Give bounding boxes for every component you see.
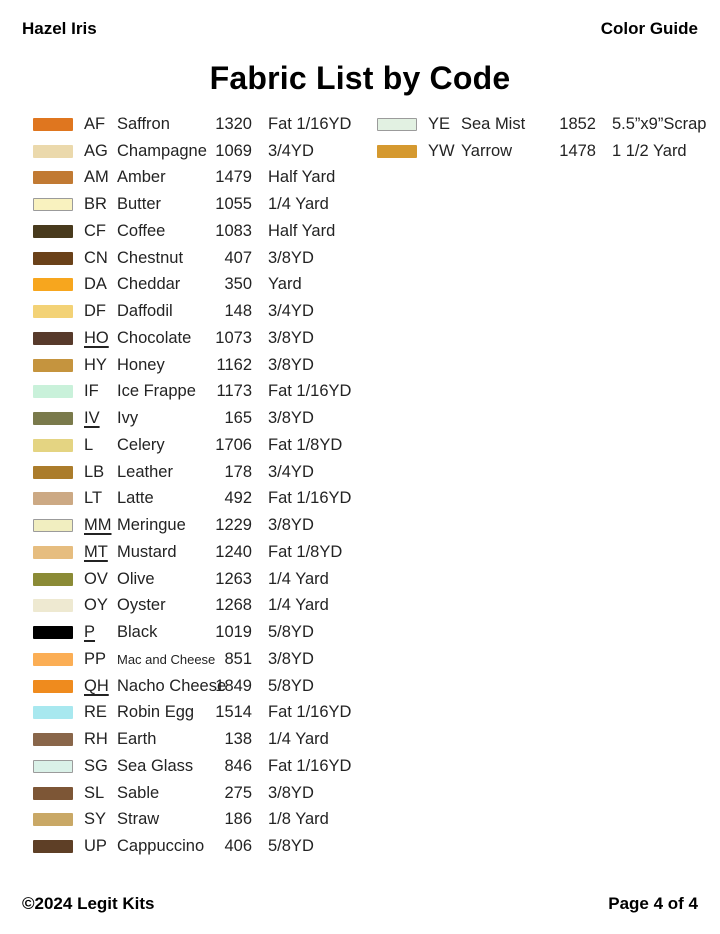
fabric-name: Celery <box>117 435 165 454</box>
fabric-yardage: 1/4 Yard <box>268 730 329 749</box>
fabric-row <box>33 352 368 379</box>
fabric-row <box>33 673 368 700</box>
fabric-swatch <box>377 145 417 158</box>
fabric-row <box>33 566 368 593</box>
fabric-swatch <box>33 840 73 853</box>
fabric-number: 1263 <box>215 569 252 588</box>
fabric-yardage: Fat 1/16YD <box>268 703 352 722</box>
fabric-swatch <box>33 787 73 800</box>
fabric-row <box>33 459 368 486</box>
fabric-code: AG <box>84 141 108 160</box>
fabric-yardage: 1/4 Yard <box>268 596 329 615</box>
fabric-name: Saffron <box>117 114 170 133</box>
fabric-number: 1240 <box>215 542 252 561</box>
fabric-code: QH <box>84 676 109 695</box>
fabric-yardage: Fat 1/16YD <box>268 489 352 508</box>
fabric-code: IF <box>84 382 99 401</box>
fabric-swatch <box>33 145 73 158</box>
fabric-code: MT <box>84 542 108 561</box>
fabric-row <box>33 191 368 218</box>
fabric-code: OV <box>84 569 108 588</box>
fabric-yardage: 1 1/2 Yard <box>612 141 687 160</box>
fabric-swatch <box>33 813 73 826</box>
fabric-number: 1069 <box>215 141 252 160</box>
fabric-name: Mac and Cheese <box>117 651 216 667</box>
fabric-row <box>33 245 368 272</box>
fabric-swatch <box>33 332 73 345</box>
fabric-yardage: Half Yard <box>268 221 336 240</box>
fabric-code: YE <box>428 114 451 133</box>
fabric-code: OY <box>84 596 108 615</box>
fabric-code: AM <box>84 168 109 187</box>
fabric-name: Black <box>117 623 158 642</box>
fabric-row <box>33 780 368 807</box>
fabric-number: 1229 <box>215 516 252 535</box>
fabric-yardage: Yard <box>268 275 302 294</box>
pattern-name: Hazel Iris <box>22 19 97 38</box>
fabric-name: Honey <box>117 355 165 374</box>
fabric-name: Champagne <box>117 141 207 160</box>
fabric-yardage: Fat 1/8YD <box>268 542 343 561</box>
fabric-row <box>33 619 368 646</box>
fabric-code: PP <box>84 649 107 668</box>
page-footer <box>22 894 698 914</box>
fabric-swatch <box>33 733 73 746</box>
fabric-yardage: 3/8YD <box>268 649 314 668</box>
fabric-row <box>33 753 368 780</box>
fabric-list-column-1 <box>33 111 368 860</box>
fabric-name: Sea Mist <box>461 114 526 133</box>
fabric-code: LB <box>84 462 105 481</box>
fabric-swatch <box>33 198 73 211</box>
fabric-yardage: Fat 1/16YD <box>268 382 352 401</box>
fabric-name: Amber <box>117 168 166 187</box>
fabric-row <box>33 646 368 673</box>
fabric-row <box>33 405 368 432</box>
fabric-swatch <box>33 252 73 265</box>
fabric-swatch <box>33 278 73 291</box>
fabric-code: SL <box>84 783 105 802</box>
fabric-yardage: 3/4YD <box>268 302 314 321</box>
fabric-row <box>33 272 368 299</box>
fabric-name: Butter <box>117 195 162 214</box>
fabric-yardage: Half Yard <box>268 168 336 187</box>
fabric-number: 846 <box>224 756 252 775</box>
fabric-code: UP <box>84 837 107 856</box>
fabric-name: Latte <box>117 489 154 508</box>
fabric-row <box>33 298 368 325</box>
fabric-yardage: 3/8YD <box>268 248 314 267</box>
fabric-yardage: 3/8YD <box>268 516 314 535</box>
fabric-number: 1514 <box>215 703 252 722</box>
fabric-number: 275 <box>224 783 252 802</box>
fabric-yardage: 3/8YD <box>268 409 314 428</box>
fabric-number: 1162 <box>216 355 252 374</box>
fabric-swatch <box>33 599 73 612</box>
fabric-code: LT <box>84 489 103 508</box>
fabric-row <box>33 593 368 620</box>
fabric-name: Cappuccino <box>117 837 205 856</box>
fabric-row <box>377 111 712 138</box>
fabric-row <box>33 807 368 834</box>
fabric-number: 1320 <box>215 114 252 133</box>
fabric-yardage: Fat 1/8YD <box>268 435 343 454</box>
fabric-name: Oyster <box>117 596 166 615</box>
fabric-number: 1083 <box>215 221 252 240</box>
fabric-row <box>33 111 368 138</box>
fabric-number: 186 <box>224 810 252 829</box>
fabric-number: 350 <box>224 275 252 294</box>
fabric-yardage: 1/8 Yard <box>268 810 329 829</box>
fabric-number: 1173 <box>216 382 252 401</box>
fabric-name: Straw <box>117 810 160 829</box>
fabric-number: 1852 <box>559 114 596 133</box>
fabric-number: 407 <box>224 248 252 267</box>
fabric-row <box>33 138 368 165</box>
fabric-yardage: 5.5”x9”Scrap <box>612 114 707 133</box>
fabric-list-column-2 <box>377 111 712 165</box>
fabric-code: HY <box>84 355 107 374</box>
fabric-code: RE <box>84 703 107 722</box>
fabric-code: AF <box>84 114 106 133</box>
fabric-name: Yarrow <box>461 141 513 160</box>
fabric-row <box>33 432 368 459</box>
fabric-name: Sea Glass <box>117 756 194 775</box>
fabric-number: 165 <box>224 409 252 428</box>
fabric-code: HO <box>84 328 109 347</box>
copyright: ©2024 Legit Kits <box>22 894 155 913</box>
fabric-number: 148 <box>224 302 252 321</box>
fabric-row <box>33 539 368 566</box>
fabric-code: YW <box>428 141 455 160</box>
fabric-code: RH <box>84 730 108 749</box>
fabric-row <box>33 218 368 245</box>
fabric-row <box>33 833 368 860</box>
fabric-name: Daffodil <box>117 302 173 321</box>
fabric-number: 1706 <box>215 435 252 454</box>
fabric-name: Earth <box>117 730 157 749</box>
fabric-yardage: 5/8YD <box>268 676 314 695</box>
fabric-code: CF <box>84 221 106 240</box>
fabric-name: Ice Frappe <box>117 382 196 401</box>
fabric-name: Meringue <box>117 516 186 535</box>
fabric-swatch <box>33 706 73 719</box>
fabric-swatch <box>33 680 73 693</box>
fabric-yardage: 5/8YD <box>268 623 314 642</box>
fabric-yardage: 3/4YD <box>268 462 314 481</box>
fabric-swatch <box>377 118 417 131</box>
fabric-yardage: 3/4YD <box>268 141 314 160</box>
page-title: Fabric List by Code <box>209 60 511 96</box>
fabric-swatch <box>33 519 73 532</box>
fabric-swatch <box>33 573 73 586</box>
fabric-code: CN <box>84 248 108 267</box>
fabric-swatch <box>33 412 73 425</box>
guide-label: Color Guide <box>600 19 698 38</box>
page-number: Page 4 of 4 <box>608 894 698 913</box>
fabric-swatch <box>33 439 73 452</box>
fabric-name: Chocolate <box>117 328 192 347</box>
fabric-number: 1849 <box>215 676 252 695</box>
fabric-row <box>377 138 712 165</box>
fabric-yardage: 1/4 Yard <box>268 569 329 588</box>
fabric-swatch <box>33 653 73 666</box>
page-header <box>22 19 698 39</box>
fabric-name: Coffee <box>117 221 166 240</box>
fabric-name: Nacho Cheese <box>117 676 227 695</box>
fabric-swatch <box>33 466 73 479</box>
fabric-code: DF <box>84 302 106 321</box>
fabric-swatch <box>33 171 73 184</box>
fabric-row <box>33 726 368 753</box>
fabric-number: 851 <box>224 649 252 668</box>
fabric-name: Leather <box>117 462 173 481</box>
fabric-number: 1479 <box>215 168 252 187</box>
fabric-code: IV <box>84 409 100 428</box>
fabric-number: 1055 <box>215 195 252 214</box>
fabric-swatch <box>33 225 73 238</box>
fabric-number: 406 <box>224 837 252 856</box>
fabric-row <box>33 486 368 513</box>
fabric-number: 1268 <box>215 596 252 615</box>
fabric-name: Mustard <box>117 542 177 561</box>
fabric-number: 1478 <box>559 141 596 160</box>
fabric-number: 492 <box>224 489 252 508</box>
fabric-code: SG <box>84 756 108 775</box>
fabric-swatch <box>33 492 73 505</box>
fabric-swatch <box>33 359 73 372</box>
fabric-yardage: 1/4 Yard <box>268 195 329 214</box>
fabric-name: Olive <box>117 569 155 588</box>
fabric-row <box>33 379 368 406</box>
fabric-name: Chestnut <box>117 248 184 267</box>
fabric-name: Cheddar <box>117 275 181 294</box>
fabric-number: 178 <box>224 462 252 481</box>
fabric-yardage: 3/8YD <box>268 355 314 374</box>
fabric-swatch <box>33 305 73 318</box>
fabric-code: BR <box>84 195 107 214</box>
fabric-yardage: 3/8YD <box>268 783 314 802</box>
fabric-yardage: 3/8YD <box>268 328 314 347</box>
fabric-swatch <box>33 546 73 559</box>
fabric-yardage: Fat 1/16YD <box>268 756 352 775</box>
fabric-row <box>33 700 368 727</box>
fabric-code: SY <box>84 810 107 829</box>
fabric-code: DA <box>84 275 107 294</box>
fabric-code: L <box>84 435 94 454</box>
fabric-name: Sable <box>117 783 160 802</box>
fabric-swatch <box>33 760 73 773</box>
fabric-code: MM <box>84 516 112 535</box>
fabric-swatch <box>33 626 73 639</box>
fabric-number: 1073 <box>215 328 252 347</box>
fabric-row <box>33 512 368 539</box>
fabric-number: 138 <box>224 730 252 749</box>
fabric-number: 1019 <box>215 623 252 642</box>
fabric-yardage: Fat 1/16YD <box>268 114 352 133</box>
fabric-swatch <box>33 385 73 398</box>
fabric-code: P <box>84 623 96 642</box>
fabric-name: Robin Egg <box>117 703 195 722</box>
fabric-row <box>33 325 368 352</box>
fabric-yardage: 5/8YD <box>268 837 314 856</box>
fabric-name: Ivy <box>117 409 139 428</box>
fabric-row <box>33 165 368 192</box>
fabric-swatch <box>33 118 73 131</box>
